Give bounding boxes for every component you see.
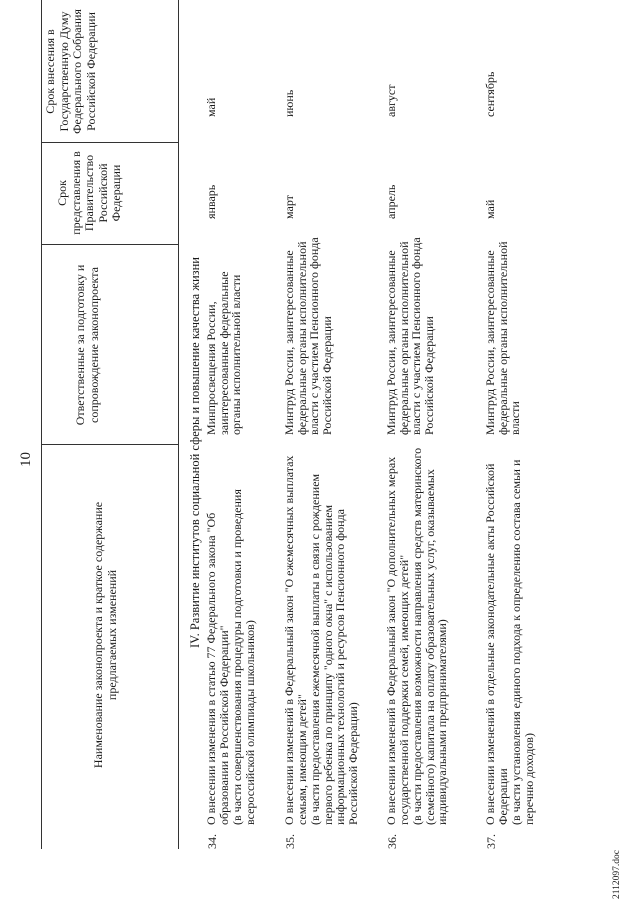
row-number: 37. xyxy=(484,834,498,849)
gov-term-cell: январь xyxy=(204,184,218,219)
header-duma-term-column: Срок внесения в Государственную Думу Федерального Собрания Российской Федерации xyxy=(43,9,98,134)
responsible-cell: Минтруд России, заинтересованные федеральные органы исполнительной власти с участием Пенсионного фонда Российской Федерации xyxy=(282,237,334,435)
table-top-rule xyxy=(41,0,42,849)
header-divider-3 xyxy=(41,142,179,143)
page-number: 10 xyxy=(18,452,34,467)
law-title xyxy=(484,455,535,825)
header-gov-term-column: Срок представления в Правительство Российской Федерации xyxy=(55,151,123,235)
duma-term-cell: сентябрь xyxy=(483,71,497,117)
responsible-cell: Минпросвещения России, заинтересованные федеральные органы исполнительной власти xyxy=(204,271,243,435)
law-title-text: О внесении изменений в Федеральный закон "О дополнительных мерах государственной поддержки семей, имеющих детей" xyxy=(384,456,411,825)
responsible-cell: Минтруд России, заинтересованные федеральные органы исполнительной власти xyxy=(483,241,522,435)
law-detail-text: (в части предоставления ежемесячной выплаты в связи с рождением первого ребенка по принципу "одного окна" с использованием информационных технологий и ресурсов Пенсионного фонда Российской Федерации) xyxy=(308,473,360,825)
row-number: 35. xyxy=(283,834,297,849)
law-detail-text: (в части совершенствования процедуры подготовки и проведения всероссийской олимпиады школьников) xyxy=(230,489,257,825)
law-title-text: О внесении изменения в статью 77 Федерального закона "Об образовании в Российской Федерации" xyxy=(204,512,231,825)
duma-term-cell: июнь xyxy=(282,89,296,117)
document-footer: 2112097.doc xyxy=(612,850,622,899)
row-number: 36. xyxy=(385,834,399,849)
law-title xyxy=(385,445,449,825)
duma-term-cell: май xyxy=(204,97,218,117)
law-detail-text: (в части установления единого подхода к определению состава семьи и перечню доходов) xyxy=(509,459,536,825)
law-title-text: О внесении изменений в отдельные законодательные акты Российской Федерации xyxy=(483,463,510,825)
duma-term-cell: август xyxy=(384,84,398,117)
law-detail-text: (в части предоставления возможности направления средств материнского (семейного) капитала на оплату образовательных услуг, оказываемых индивидуальными предпринимателями) xyxy=(410,447,449,825)
header-title-column: Наименование законопроекта и краткое содержание предлагаемых изменений xyxy=(91,501,119,769)
header-divider-2 xyxy=(41,244,179,245)
header-divider-1 xyxy=(41,444,179,445)
gov-term-cell: март xyxy=(282,195,296,219)
header-bottom-rule xyxy=(178,0,179,849)
header-responsible-column: Ответственные за подготовку и сопровождение законопроекта xyxy=(73,264,101,426)
section-title: IV. Развитие институтов социальной сферы и повышение качества жизни xyxy=(188,257,202,648)
law-title-text: О внесении изменений в Федеральный закон "О ежемесячных выплатах семьям, имеющим детей" xyxy=(282,455,309,825)
gov-term-cell: апрель xyxy=(384,184,398,219)
law-title xyxy=(205,455,256,825)
law-title xyxy=(283,455,359,825)
gov-term-cell: май xyxy=(483,199,497,219)
responsible-cell: Минтруд России, заинтересованные федеральные органы исполнительной власти с участием Пенсионного фонда Российской Федерации xyxy=(384,237,436,435)
row-number: 34. xyxy=(205,834,219,849)
